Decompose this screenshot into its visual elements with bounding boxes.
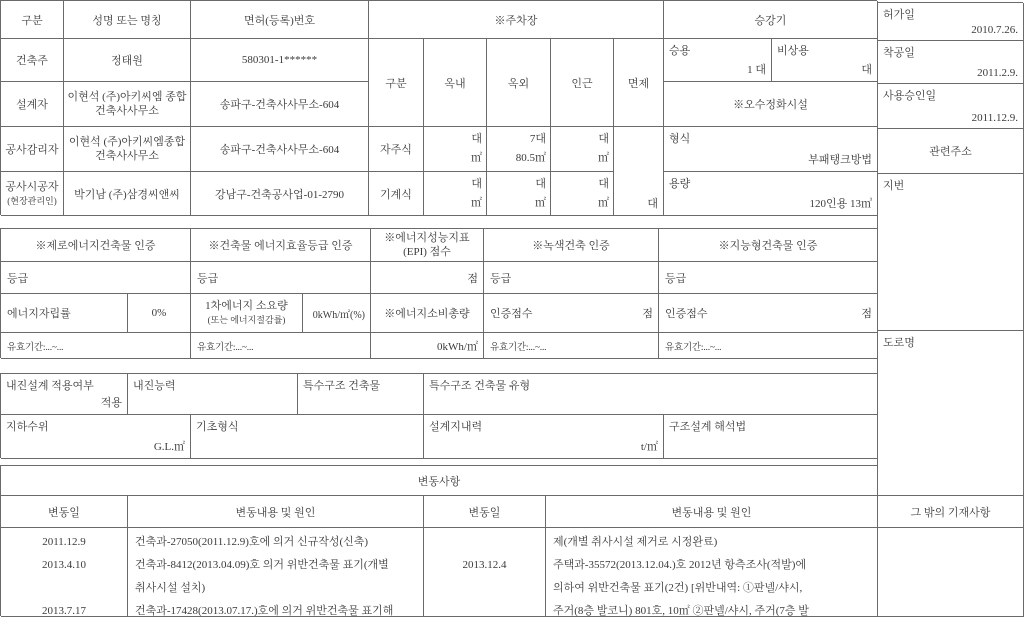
parking-mechanical-indoor [424,172,487,216]
smart-building-title: ※지능형건축물 인증 [659,229,878,262]
special-structure-label: 특수구조 건축물 [303,380,381,392]
groundwater-value: G.L.㎡ [153,441,185,453]
changes-title: 변동사항 [1,466,878,496]
change-date [424,531,545,554]
epi-title-line1: ※에너지성능지표 [384,232,470,244]
count-value: 대 [598,177,609,190]
elevator-section-title: 승강기 [664,1,878,39]
changes-left-content-header: 변동내용 및 원인 [128,496,424,528]
bearing-capacity-cell [424,415,664,459]
special-structure-type-cell [424,374,878,415]
analysis-method-label: 구조설계 해석법 [669,421,747,433]
seismic-capacity-label: 내진능력 [133,380,176,392]
zero-energy-title: ※제로에너지건축물 인증 [1,229,191,262]
seismic-capacity-cell [128,374,298,415]
area-value: 80.5㎡ [515,152,546,164]
count-value: 대 [471,177,482,190]
road-name-label: 도로명 [883,337,915,349]
construction-start-cell [878,41,1024,84]
energy-independence-value: 0% [128,294,191,333]
use-approval-value: 2011.12.9. [971,112,1018,124]
permit-date-cell [878,3,1024,41]
road-name-cell [878,331,1024,496]
parking-mechanical-outdoor [487,172,551,216]
supervisor-license: 송파구-건축사사무소-604 [191,127,369,172]
designer-row-label: 설계자 [1,82,64,127]
special-structure-type-label: 특수구조 건축물 유형 [429,380,531,392]
change-text: 건축과-8412(2013.04.09)호 의거 위반건축물 표기(개별 [135,559,389,571]
smart-validity: 유효기간:...~... [659,333,878,359]
epi-title [371,229,484,262]
contractor-row-label [1,172,64,216]
count-value: 7대 [529,133,546,145]
sewage-form-label: 형식 [669,133,691,145]
designer-name: 이현석 (주)아키씨엠 종합건축사사무소 [64,82,191,127]
construction-start-label: 착공일 [883,47,915,59]
change-date [1,577,127,600]
exempt-value: 대 [647,198,658,210]
sewage-section-title: ※오수정화시설 [664,82,878,127]
cert-score-point: 점 [861,308,872,320]
use-approval-cell [878,84,1024,129]
parking-section-title: ※주차장 [369,1,664,39]
sewage-form-value: 부패탱크방법 [808,154,872,166]
special-structure-cell [298,374,424,415]
contractor-row-label-sub: (현장관리인) [7,195,57,206]
foundation-label: 기초형식 [196,421,239,433]
count-value: 대 [535,177,546,190]
elevator-passenger-cell [664,39,772,82]
parking-col-nearby: 인근 [551,39,614,127]
owner-license: 580301-1****** [191,39,369,82]
col-header-license: 면허(등록)번호 [191,1,369,39]
parking-exempt-value-cell [614,127,664,216]
groundwater-label: 지하수위 [6,421,49,433]
change-date: 2011.12.9 [42,536,86,548]
primary-energy-sublabel: (또는 에너지절감률) [207,315,286,325]
analysis-method-cell [664,415,878,459]
sidebar-column [877,2,1023,616]
zero-energy-validity: 유효기간:...~... [1,333,191,359]
green-building-title: ※녹색건축 인증 [484,229,659,262]
epi-point: 점 [371,262,484,294]
change-text: 취사시설 설치) [135,582,206,594]
cert-score-label: 인증점수 [490,308,533,320]
changes-right-content [546,528,878,617]
change-text: 의하여 위반건축물 표기(2건) [위반내역: ①판넬/샤시, [553,582,803,594]
green-cert-score-cell [484,294,659,333]
elevator-passenger-label: 승용 [669,45,691,57]
seismic-apply-label: 내진설계 적용여부 [6,380,94,392]
area-value: ㎡ [598,196,609,209]
change-date: 2013.7.17 [42,605,86,617]
seismic-apply-cell [1,374,128,415]
change-date [424,577,545,600]
foundation-cell [191,415,424,459]
green-grade: 등급 [484,262,659,294]
contractor-row-label-main: 공사시공자 [5,180,59,193]
sewage-capacity-label: 용량 [669,178,691,190]
parking-col-category: 구분 [369,39,424,127]
jibun-cell [878,174,1024,331]
parking-mechanical-label: 기계식 [369,172,424,216]
area-value: ㎡ [598,152,609,164]
parking-selfpark-outdoor [487,127,551,172]
parking-mechanical-nearby [551,172,614,216]
change-date: 2013.12.4 [462,559,507,571]
use-approval-label: 사용승인일 [883,90,937,102]
changes-left-date-header: 변동일 [1,496,128,528]
owner-row-label: 건축주 [1,39,64,82]
zero-energy-grade: 등급 [1,262,191,294]
changes-right-content-header: 변동내용 및 원인 [546,496,878,528]
other-items-header: 그 밖의 기재사항 [878,496,1024,528]
elevator-emergency-cell [772,39,878,82]
col-header-name: 성명 또는 명칭 [64,1,191,39]
jibun-label: 지번 [883,180,905,192]
permit-date-label: 허가일 [883,9,915,21]
sewage-capacity-cell [664,172,878,216]
construction-start-value: 2011.2.9. [977,67,1018,79]
cert-score-point: 점 [642,308,653,320]
count-value: 대 [471,133,482,145]
primary-energy-label: 1차에너지 소요량 [205,300,288,312]
efficiency-grade: 등급 [191,262,371,294]
change-text: 주택과-35572(2013.12.04.)호 2012년 항측조사(적발)에 [553,559,807,571]
col-header-category: 구분 [1,1,64,39]
owner-name: 정태원 [64,39,191,82]
parking-col-exempt: 면제 [614,39,664,127]
change-date: 2013.4.10 [42,559,86,571]
permit-date-value: 2010.7.26. [971,24,1018,36]
seismic-apply-value: 적용 [100,397,122,409]
efficiency-validity: 유효기간:...~... [191,333,371,359]
changes-section [0,465,877,616]
elevator-passenger-value: 1 대 [747,64,766,76]
energy-total-value: 0kWh/㎡ [371,333,484,359]
parking-selfpark-label: 자주식 [369,127,424,172]
green-validity: 유효기간:...~... [484,333,659,359]
bearing-capacity-label: 설계지내력 [429,421,483,433]
change-text: 제(개별 취사시설 제거로 시정완료) [553,536,718,548]
parking-selfpark-indoor [424,127,487,172]
area-value: ㎡ [471,152,482,164]
top-section [0,0,877,215]
sewage-form-cell [664,127,878,172]
change-text: 주거(8층 발코니) 801호, 10㎡ ②판넬/샤시, 주거(7층 발 [553,605,809,617]
smart-cert-score-cell [659,294,878,333]
parking-col-indoor: 옥내 [424,39,487,127]
cert-score-label: 인증점수 [665,308,708,320]
changes-right-date-header: 변동일 [424,496,546,528]
designer-license: 송파구-건축사사무소-604 [191,82,369,127]
related-address-header: 관련주소 [878,129,1024,174]
changes-right-dates [424,528,546,617]
epi-title-line2: (EPI) 점수 [403,246,451,258]
contractor-name: 박기남 (주)삼경씨앤씨 [64,172,191,216]
sewage-capacity-value: 120인용 13㎥ [809,198,872,210]
parking-col-outdoor: 옥외 [487,39,551,127]
change-text: 건축과-27050(2011.12.9)호에 의거 신규작성(신축) [135,536,369,548]
contractor-license: 강남구-건축공사업-01-2790 [191,172,369,216]
count-value: 대 [598,133,609,145]
change-text: 건축과-17428(2013.07.17.)호에 의거 위반건축물 표기해 [135,605,394,617]
supervisor-name: 이현석 (주)아키씨엠종합건축사사무소 [64,127,191,172]
primary-energy-value: 0kWh/㎡(%) [303,294,371,333]
energy-total-label: ※에너지소비총량 [371,294,484,333]
structure-section [0,373,877,458]
change-date [424,600,545,617]
energy-section [0,228,877,358]
parking-selfpark-nearby [551,127,614,172]
bearing-capacity-value: t/㎡ [640,441,658,453]
changes-left-content [128,528,424,617]
energy-independence-label: 에너지자립률 [1,294,128,333]
smart-grade: 등급 [659,262,878,294]
supervisor-row-label: 공사감리자 [1,127,64,172]
elevator-emergency-label: 비상용 [777,45,809,57]
primary-energy-label-cell [191,294,303,333]
changes-left-dates [1,528,128,617]
other-items-content [878,528,1024,617]
elevator-emergency-value: 대 [861,64,872,76]
area-value: ㎡ [535,196,546,209]
energy-efficiency-title: ※건축물 에너지효율등급 인증 [191,229,371,262]
groundwater-cell [1,415,191,459]
area-value: ㎡ [471,196,482,209]
